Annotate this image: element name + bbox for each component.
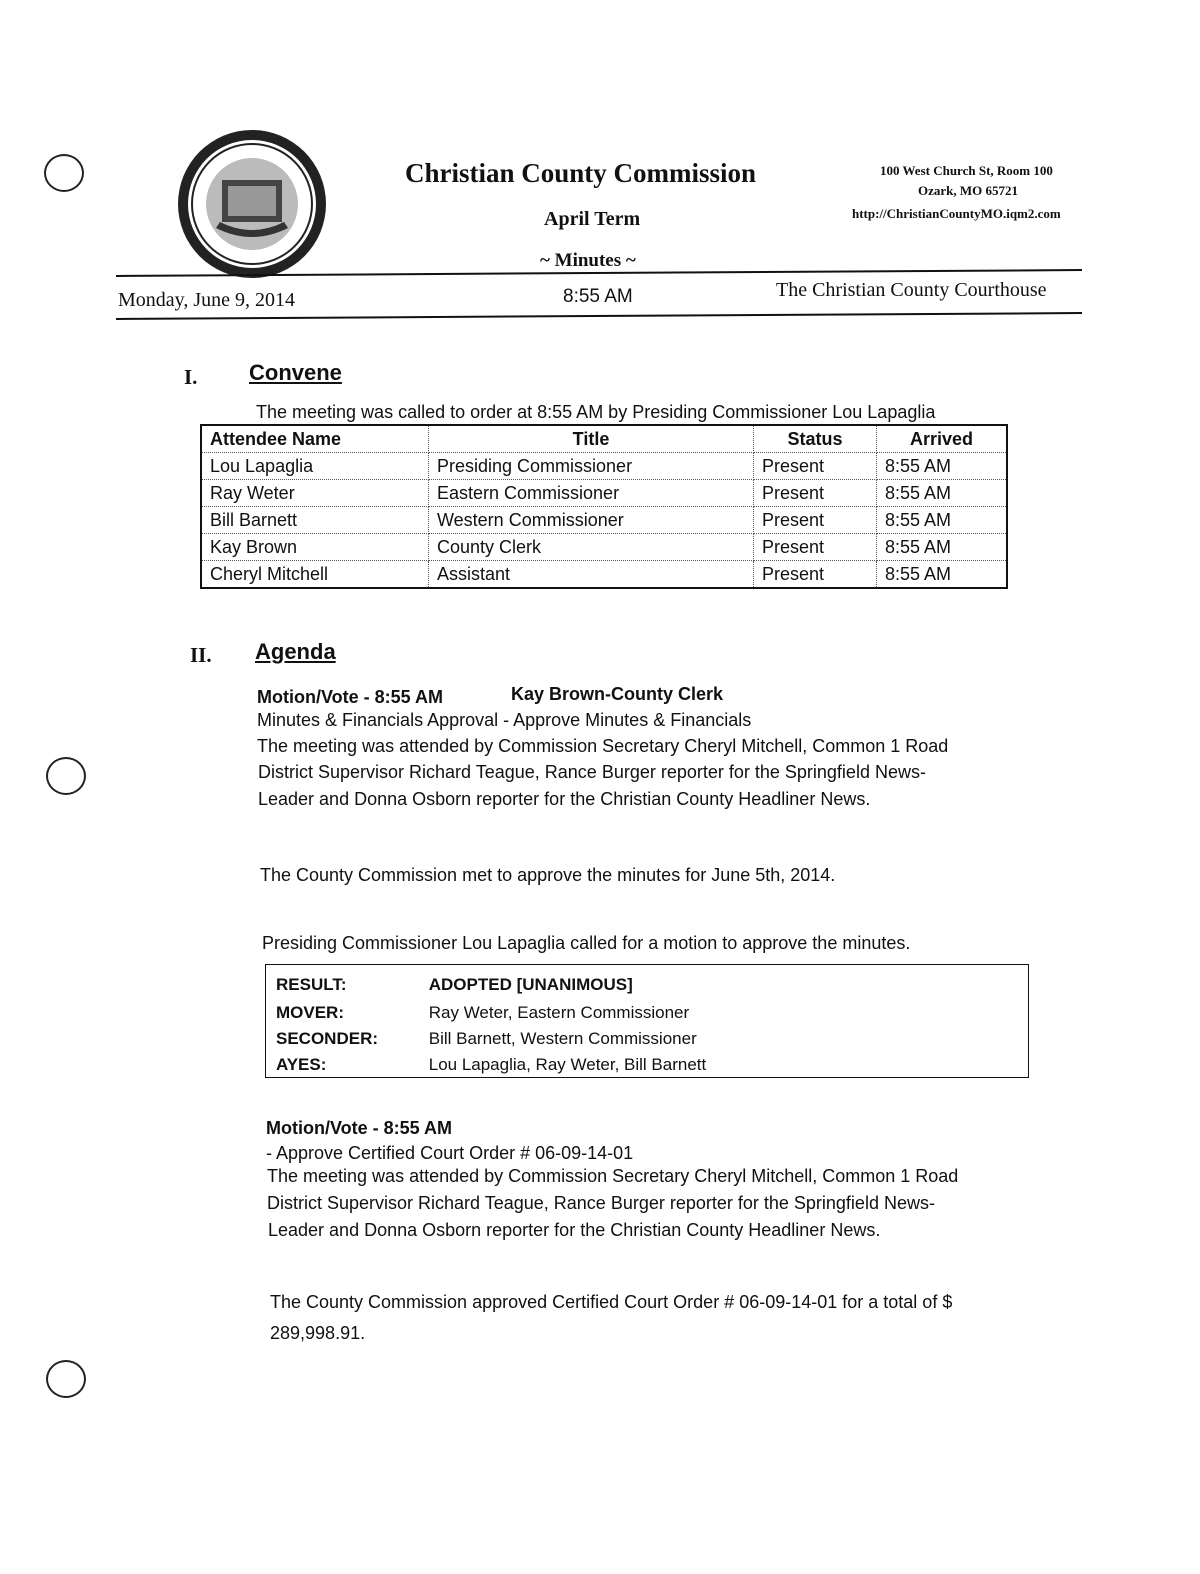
term-label: April Term [544, 208, 641, 230]
attendee-status: Present [754, 507, 877, 534]
meeting-location: The Christian County Courthouse [776, 279, 1047, 301]
address-line-2: Ozark, MO 65721 [918, 183, 1019, 198]
binder-hole-middle [46, 757, 86, 795]
section-title-convene: Convene [249, 360, 342, 385]
motion-subject: Minutes & Financials Approval - Approve Minutes & Financials [257, 710, 752, 730]
section-title-agenda: Agenda [255, 639, 336, 664]
table-row [201, 534, 1007, 561]
motion-heading: Motion/Vote - 8:55 AM [266, 1118, 452, 1138]
attendee-title: County Clerk [429, 534, 754, 561]
attendee-arrived: 8:55 AM [877, 534, 1008, 561]
attendee-name: Bill Barnett [201, 507, 429, 534]
attendee-table [200, 424, 1008, 589]
mover-label: MOVER: [276, 1003, 344, 1022]
attendee-arrived: 8:55 AM [877, 561, 1008, 589]
attendee-status: Present [754, 534, 877, 561]
table-row [201, 480, 1007, 507]
attendee-title: Presiding Commissioner [429, 453, 754, 480]
table-row [201, 561, 1007, 589]
motion-heading: Motion/Vote - 8:55 AM [257, 687, 443, 707]
column-header: Title [429, 425, 754, 453]
mover-row [276, 1003, 689, 1023]
column-header: Arrived [877, 425, 1008, 453]
attendance-line: District Supervisor Richard Teague, Rance Burger reporter for the Springfield News- [258, 762, 926, 782]
ayes-label: AYES: [276, 1055, 327, 1074]
attendee-title: Eastern Commissioner [429, 480, 754, 507]
table-header-row [201, 425, 1007, 453]
ayes-value: Lou Lapaglia, Ray Weter, Bill Barnett [428, 1055, 707, 1074]
header-rule-bottom [116, 312, 1082, 320]
result-value: ADOPTED [UNANIMOUS] [428, 975, 633, 994]
seconder-value: Bill Barnett, Western Commissioner [428, 1029, 697, 1048]
column-header: Attendee Name [201, 425, 429, 453]
order-total: 289,998.91. [270, 1323, 366, 1343]
attendee-title: Western Commissioner [429, 507, 754, 534]
attendee-status: Present [754, 561, 877, 589]
attendance-line: The meeting was attended by Commission Secretary Cheryl Mitchell, Common 1 Road [257, 736, 949, 756]
motion-subject: - Approve Certified Court Order # 06-09-14-01 [266, 1143, 634, 1163]
mover-value: Ray Weter, Eastern Commissioner [428, 1003, 690, 1022]
binder-hole-top [44, 154, 84, 192]
attendee-status: Present [754, 480, 877, 507]
attendee-name: Ray Weter [201, 480, 429, 507]
vote-result-box [265, 964, 1029, 1078]
county-seal-icon [176, 128, 328, 280]
result-label: RESULT: [276, 975, 347, 994]
attendee-name: Cheryl Mitchell [201, 561, 429, 589]
website-link[interactable]: http://ChristianCountyMO.iqm2.com [852, 206, 1061, 221]
seconder-label: SECONDER: [276, 1029, 379, 1048]
convene-intro: The meeting was called to order at 8:55 AM by Presiding Commissioner Lou Lapaglia [256, 402, 936, 422]
section-number: I. [184, 365, 198, 389]
attendance-line: Leader and Donna Osborn reporter for the Christian County Headliner News. [258, 789, 871, 809]
binder-hole-bottom [46, 1360, 86, 1398]
attendee-name: Kay Brown [201, 534, 429, 561]
meeting-date: Monday, June 9, 2014 [118, 289, 296, 311]
attendance-line: Leader and Donna Osborn reporter for the Christian County Headliner News. [268, 1220, 881, 1240]
motion-presenter: Kay Brown-County Clerk [511, 684, 724, 704]
attendee-arrived: 8:55 AM [877, 507, 1008, 534]
attendee-status: Present [754, 453, 877, 480]
attendee-arrived: 8:55 AM [877, 453, 1008, 480]
motion-call: Presiding Commissioner Lou Lapaglia called for a motion to approve the minutes. [262, 933, 911, 953]
result-row [276, 975, 633, 995]
organization-title: Christian County Commission [405, 158, 757, 188]
attendee-arrived: 8:55 AM [877, 480, 1008, 507]
minutes-label: ~ Minutes ~ [540, 250, 636, 271]
table-row [201, 453, 1007, 480]
motion-statement: The County Commission met to approve the minutes for June 5th, 2014. [260, 865, 836, 885]
section-number: II. [190, 643, 212, 667]
attendance-line: District Supervisor Richard Teague, Rance Burger reporter for the Springfield News- [267, 1193, 935, 1213]
address-line-1: 100 West Church St, Room 100 [880, 163, 1053, 178]
attendee-title: Assistant [429, 561, 754, 589]
column-header: Status [754, 425, 877, 453]
meeting-time: 8:55 AM [563, 286, 633, 307]
seconder-row [276, 1029, 697, 1049]
order-statement: The County Commission approved Certified Court Order # 06-09-14-01 for a total of $ [270, 1292, 953, 1312]
attendance-line: The meeting was attended by Commission Secretary Cheryl Mitchell, Common 1 Road [267, 1166, 959, 1186]
ayes-row [276, 1055, 706, 1075]
attendee-name: Lou Lapaglia [201, 453, 429, 480]
table-row [201, 507, 1007, 534]
